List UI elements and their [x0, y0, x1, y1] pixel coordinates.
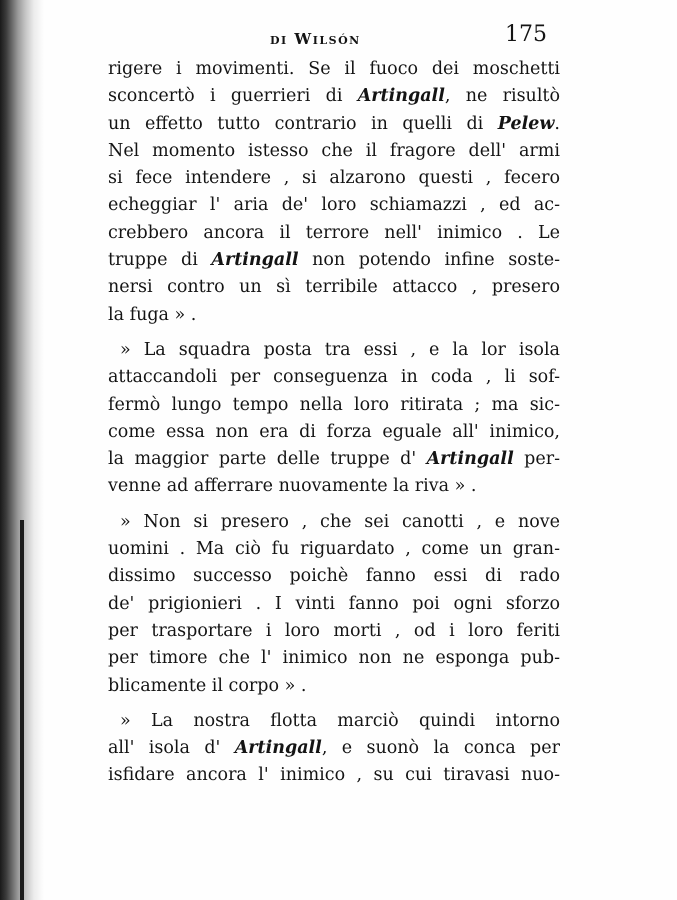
text-line: blicamente il corpo » .	[108, 675, 307, 696]
text-line: attaccandoli per conseguenza in coda , li sof-	[108, 367, 560, 388]
binding-shadow-line	[20, 520, 24, 900]
text-line: » La squadra posta tra essi , e la lor isola	[120, 339, 560, 360]
body-text	[108, 56, 560, 790]
text-line: uomini . Ma ciò fu riguardato , come un gran-	[108, 539, 560, 560]
text-line: un effetto tutto contrario in quelli di Pelew.	[108, 113, 560, 134]
place-name: Pelew	[497, 113, 555, 134]
text-line: crebbero ancora il terrore nell' inimico . Le	[108, 222, 560, 243]
text-line: all' isola d' Artingall, e suonò la conca per	[108, 738, 560, 759]
text-line: la fuga » .	[108, 304, 197, 325]
text-line: si fece intendere , si alzarono questi , fecero	[108, 168, 560, 189]
text-line: Nel momento istesso che il fragore dell' armi	[108, 140, 560, 161]
place-name: Artingall	[211, 250, 299, 271]
text-line: sconcertò i guerrieri di Artingall, ne risultò	[108, 86, 560, 107]
text-line: isfidare ancora l' inimico , su cui tiravasi nuo-	[108, 765, 560, 786]
running-title: di Wilsón	[270, 30, 361, 48]
text-line: truppe di Artingall non potendo infine soste-	[108, 250, 560, 271]
place-name: Artingall	[357, 86, 445, 107]
text-line: la maggior parte delle truppe d' Artingall per-	[108, 449, 561, 470]
text-line: » Non si presero , che sei canotti , e nove	[120, 511, 560, 532]
text-line: » La nostra flotta marciò quindi intorno	[120, 710, 560, 731]
text-line: nersi contro un sì terribile attacco , presero	[108, 277, 560, 298]
place-name: Artingall	[426, 449, 514, 470]
text-line: per timore che l' inimico non ne esponga pub-	[108, 648, 560, 669]
text-line: fermò lungo tempo nella loro ritirata ; ma sic-	[108, 394, 560, 415]
page-number: 175	[505, 22, 547, 47]
text-line: de' prigionieri . I vinti fanno poi ogni sforzo	[108, 593, 560, 614]
text-line: echeggiar l' aria de' loro schiamazzi , ed ac-	[108, 195, 560, 216]
text-line: per trasportare i loro morti , od i loro feriti	[108, 620, 560, 641]
page-header	[0, 22, 677, 52]
text-line: venne ad afferrare nuovamente la riva » .	[108, 476, 477, 497]
text-line: rigere i movimenti. Se il fuoco dei moschetti	[108, 59, 560, 79]
text-line: dissimo successo poichè fanno essi di rado	[108, 566, 560, 587]
text-line: come essa non era di forza eguale all' inimico,	[108, 421, 560, 442]
place-name: Artingall	[234, 738, 322, 759]
